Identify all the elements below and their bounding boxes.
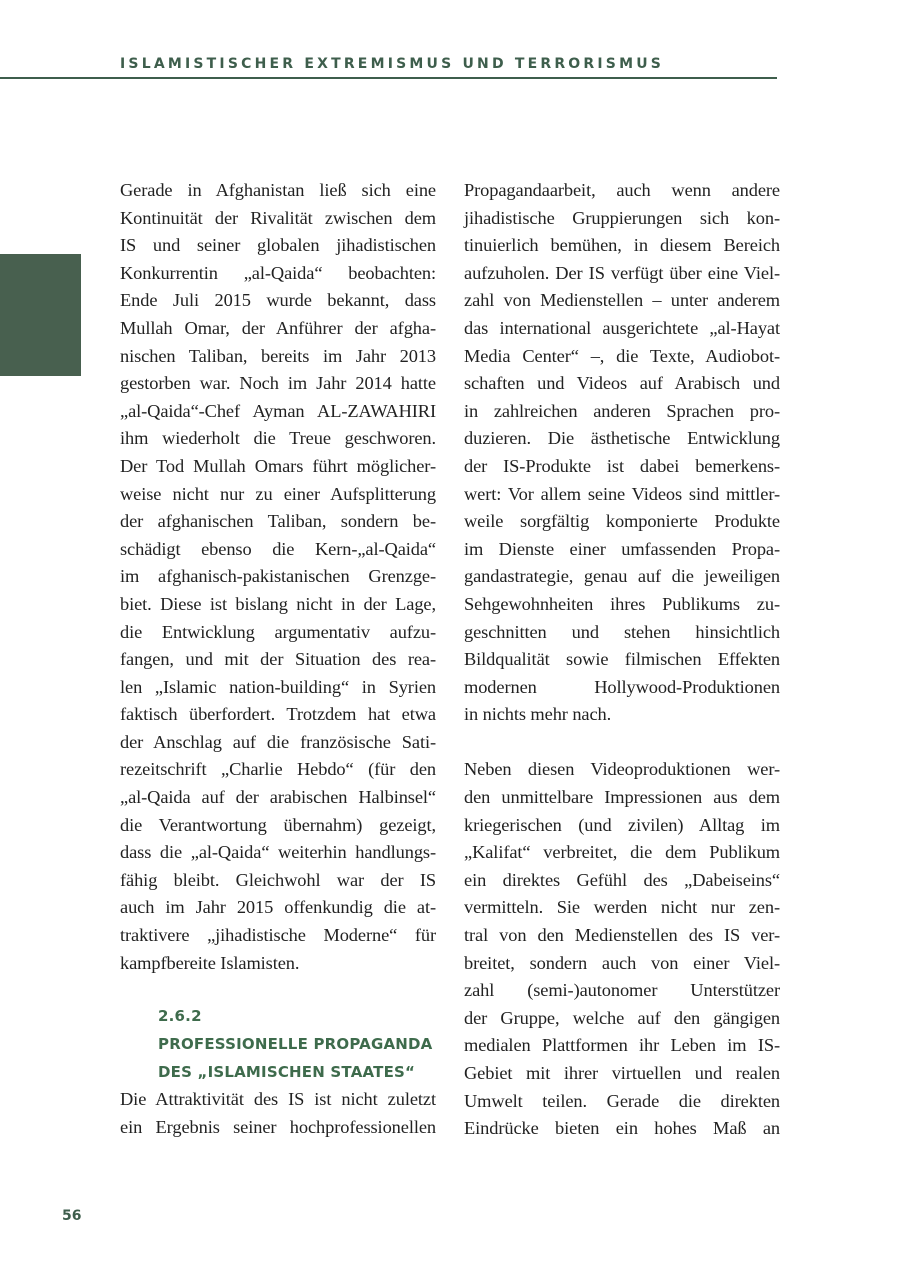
- text-line: der afghanischen Taliban, sondern be-: [120, 511, 436, 532]
- text-line: ein direktes Gefühl des „Dabeiseins“: [464, 869, 780, 890]
- text-line: im afghanisch-pakistanischen Grenzge-: [120, 566, 436, 587]
- text-line: Mullah Omar, der Anführer der afgha-: [120, 317, 436, 338]
- text-line: fangen, und mit der Situation des rea-: [120, 649, 436, 670]
- text-line: den unmittelbare Impressionen aus dem: [464, 787, 780, 808]
- text-line: gestorben war. Noch im Jahr 2014 hatte: [120, 373, 436, 394]
- text-line: das international ausgerichtete „al-Hayat: [464, 317, 780, 338]
- text-line: traktivere „jihadistische Moderne“ für: [120, 925, 436, 946]
- paragraph: [120, 177, 436, 977]
- text-line: Ende Juli 2015 wurde bekannt, dass: [120, 290, 436, 311]
- text-line: die Entwicklung argumentativ aufzu-: [120, 621, 436, 642]
- text-line: Eindrücke bieten ein hohes Maß an: [464, 1118, 780, 1139]
- section-title-line: PROFESSIONELLE PROPAGANDA: [158, 1035, 433, 1054]
- section-number: 2.6.2: [158, 1007, 202, 1026]
- text-line: wert: Vor allem seine Videos sind mittler-: [464, 483, 780, 504]
- text-line: Propagandaarbeit, auch wenn andere: [464, 180, 780, 200]
- text-line: biet. Diese ist bislang nicht in der Lage,: [120, 593, 436, 614]
- text-line: Der Tod Mullah Omars führt möglicher-: [120, 455, 436, 476]
- text-line: gandastrategie, genau auf die jeweiligen: [464, 566, 780, 587]
- text-line: duzieren. Die ästhetische Entwicklung: [464, 428, 780, 449]
- left-column: [120, 177, 436, 1141]
- text-line: Gebiet mit ihrer virtuellen und realen: [464, 1063, 780, 1083]
- text-line: geschnitten und stehen hinsichtlich: [464, 621, 780, 642]
- page-number: 56: [62, 1208, 82, 1224]
- text-line: weise nicht nur zu einer Aufsplitterung: [120, 483, 436, 504]
- text-line: schädigt ebenso die Kern-„al-Qaida“: [120, 538, 436, 559]
- text-line: „al-Qaida“-Chef Ayman AL-ZAWAHIRI: [120, 400, 436, 421]
- header-rule: [0, 77, 777, 79]
- text-line: weile sorgfältig komponierte Produkte: [464, 511, 780, 532]
- text-line: tinuierlich bemühen, in diesem Bereich: [464, 235, 780, 256]
- text-line: „Kalifat“ verbreitet, die dem Publikum: [464, 842, 780, 863]
- text-line: zahl von Medienstellen – unter anderem: [464, 290, 780, 311]
- text-line: die Verantwortung übernahm) gezeigt,: [120, 814, 436, 835]
- text-line: zahl (semi-)autonomer Unterstützer: [464, 980, 780, 1001]
- text-line: der IS-Produkte ist dabei bemerkens-: [464, 455, 780, 476]
- text-line: Kontinuität der Rivalität zwischen dem: [120, 207, 436, 228]
- text-line: Bildqualität sowie filmischen Effekten: [464, 649, 780, 670]
- paragraph: [464, 177, 780, 729]
- text-line: faktisch überfordert. Trotzdem hat etwa: [120, 704, 436, 725]
- section-title-line: DES „ISLAMISCHEN STAATES“: [158, 1063, 416, 1082]
- text-line: rezeitschrift „Charlie Hebdo“ (für den: [120, 759, 436, 780]
- text-line: ein Ergebnis seiner hochprofessionellen: [120, 1116, 436, 1137]
- text-line: Sehgewohnheiten ihres Publikums zu-: [464, 593, 780, 614]
- text-line: ihm wiederholt die Treue geschworen.: [120, 428, 436, 449]
- text-line: der Anschlag auf die französische Sati-: [120, 731, 436, 752]
- text-line: „al-Qaida auf der arabischen Halbinsel“: [120, 787, 436, 808]
- text-line: Umwelt teilen. Gerade die direkten: [464, 1090, 780, 1111]
- text-line: Gerade in Afghanistan ließ sich eine: [120, 180, 436, 200]
- text-line: Konkurrentin „al-Qaida“ beobachten:: [120, 262, 436, 283]
- text-line: nischen Taliban, bereits im Jahr 2013: [120, 345, 436, 366]
- section-heading: [158, 1002, 436, 1086]
- chapter-side-tab: [0, 254, 81, 376]
- paragraph-gap: [464, 729, 780, 757]
- text-line: im Dienste einer umfassenden Propa-: [464, 538, 780, 559]
- text-line: kampfbereite Islamisten.: [120, 952, 300, 973]
- text-line: dass die „al-Qaida“ weiterhin handlungs-: [120, 842, 436, 863]
- text-line: modernen Hollywood-Produktionen: [464, 676, 780, 697]
- text-line: kriegerischen (und zivilen) Alltag im: [464, 814, 780, 835]
- text-line: breitet, sondern auch von einer Viel-: [464, 952, 780, 973]
- text-line: len „Islamic nation-building“ in Syrien: [120, 676, 436, 697]
- text-line: Neben diesen Videoproduktionen wer-: [464, 759, 780, 780]
- text-line: fähig bleibt. Gleichwohl war der IS: [120, 869, 436, 890]
- text-line: Die Attraktivität des IS ist nicht zuletzt: [120, 1089, 436, 1110]
- right-column: [464, 177, 780, 1143]
- text-line: der Gruppe, welche auf den gängigen: [464, 1007, 780, 1028]
- text-line: jihadistische Gruppierungen sich kon-: [464, 207, 780, 228]
- text-line: Media Center“ –, die Texte, Audiobot-: [464, 345, 780, 366]
- text-line: in zahlreichen anderen Sprachen pro-: [464, 400, 780, 421]
- running-header: ISLAMISTISCHER EXTREMISMUS UND TERRORISMUS: [120, 56, 665, 72]
- text-line: tral von den Medienstellen des IS ver-: [464, 925, 780, 946]
- text-line: in nichts mehr nach.: [464, 704, 612, 725]
- text-line: auch im Jahr 2015 offenkundig die at-: [120, 897, 436, 918]
- text-line: IS und seiner globalen jihadistischen: [120, 235, 436, 256]
- paragraph: [120, 1086, 436, 1141]
- paragraph: [464, 756, 780, 1142]
- text-line: aufzuholen. Der IS verfügt über eine Viel-: [464, 262, 780, 283]
- text-line: vermitteln. Sie werden nicht nur zen-: [464, 897, 780, 918]
- text-line: schaften und Videos auf Arabisch und: [464, 373, 780, 394]
- text-line: medialen Plattformen ihr Leben im IS-: [464, 1035, 780, 1056]
